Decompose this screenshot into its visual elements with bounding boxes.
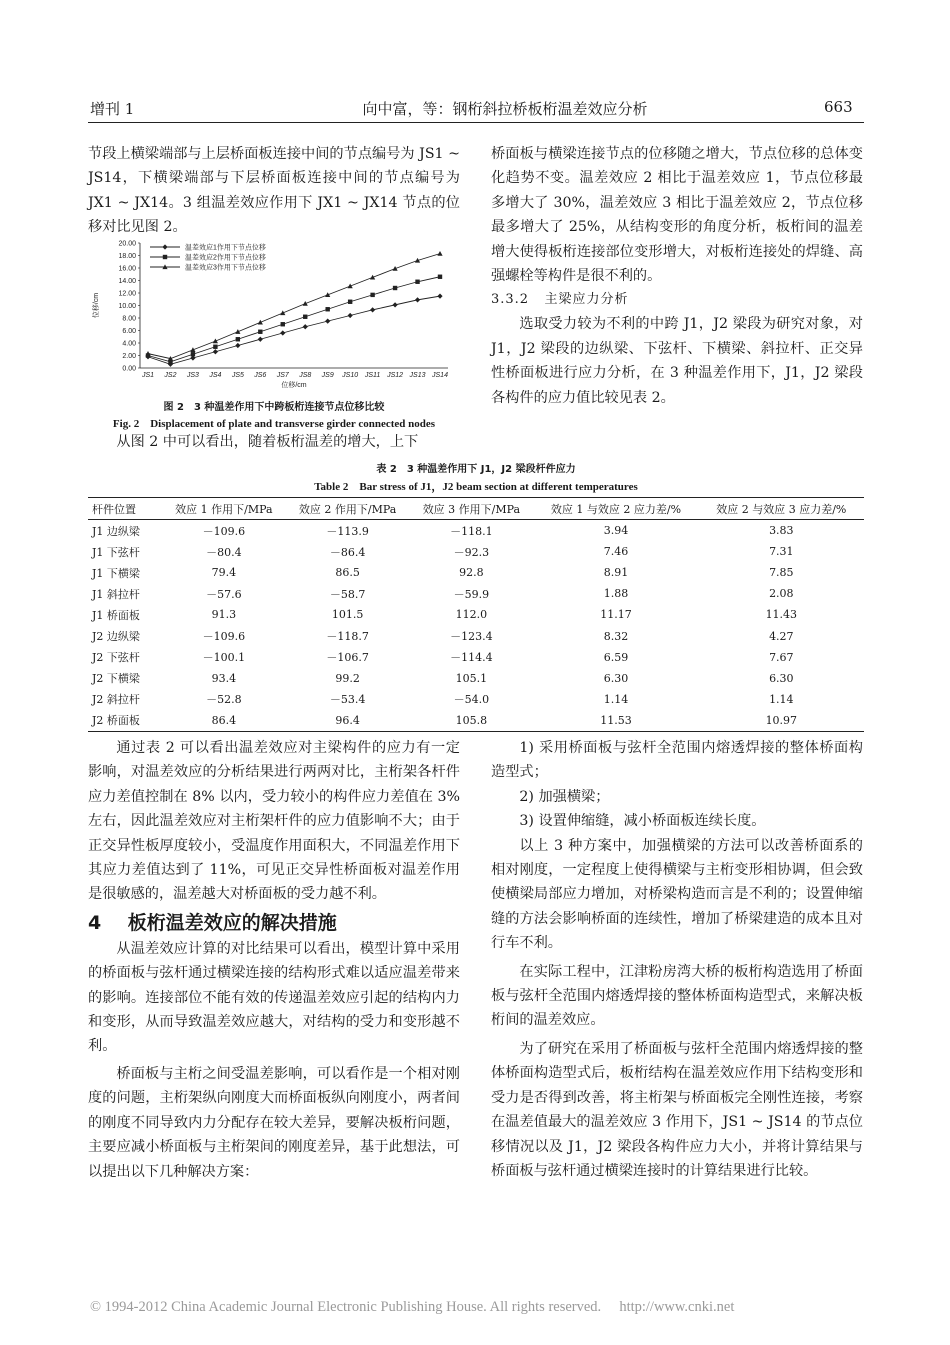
table-cell: J1 下横梁: [92, 566, 140, 580]
table-cell: J2 下横梁: [92, 672, 140, 686]
table-header-cell: 效应 2 作用下/MPa: [286, 498, 410, 520]
table-row: [88, 562, 864, 583]
table-row: [88, 710, 864, 732]
paragraph: 为了研究在采用了桥面板与弦杆全范围内熔透焊接的整体桥面构造型式后，板桁结构在温差效应作用下结构变形和受力是否得到改善，将主桁架与桥面板完全刚性连接，考察在温差值最大的温差效应 3 作用下，JS1 ~ JS14 的节点位移情况以及 J1，J2 梁段各构件应力大小，并将计算结果与桥面板与弦杆通过横梁连接时的计算结果进行比较。: [491, 1040, 863, 1179]
copyright-text: © 1994-2012 China Academic Journal Electronic Publishing House. All rights reserved.: [90, 1299, 602, 1315]
data-point: [213, 345, 217, 349]
data-point: [438, 275, 442, 279]
header-rule: [88, 122, 864, 123]
y-tick-label: 6.00: [122, 328, 136, 335]
x-tick-label: JS10: [342, 372, 359, 379]
figure-caption-cn: 图 2 3 种温差作用下中跨板桁连接节点位移比较: [163, 402, 385, 413]
paragraph: 从图 2 中可以看出，随着板桁温差的增大，上下: [116, 434, 419, 450]
y-tick-label: 4.00: [122, 340, 136, 348]
y-tick-label: 2.00: [122, 353, 136, 360]
table-cell: －58.7: [329, 587, 366, 601]
table-cell: J2 边纵梁: [92, 630, 140, 644]
table-cell: 105.1: [455, 671, 488, 685]
right-top-text: [491, 142, 863, 410]
legend-label: 温差效应1作用下节点位移: [185, 244, 266, 252]
table-cell: －53.4: [329, 693, 366, 707]
data-point: [191, 352, 195, 356]
table-cell: 2.08: [769, 587, 794, 601]
table-cell: －52.8: [206, 693, 242, 707]
table-caption-cn: 表 2 3 种温差作用下 J1，J2 梁段杆件应力: [376, 464, 576, 475]
table-cell: J1 桥面板: [92, 608, 140, 622]
table-header-cell: 效应 3 作用下/MPa: [410, 498, 534, 520]
x-axis-label: 位移/cm: [281, 382, 307, 388]
table-cell: 96.4: [286, 710, 410, 732]
paragraph: 桥面板与主桁之间受温差影响，可以看作是一个相对刚度的问题，主桁架纵向刚度大而桥面板纵向刚度小，两者间的刚度不同导致内力分配存在较大差异，要解决板桁问题，主要应减小桥面板与主桁架间的刚度差异，基于此想法，可以提出以下几种解决方案：: [88, 1065, 460, 1180]
data-point: [392, 302, 397, 307]
data-point: [258, 337, 263, 342]
section-4-heading: [88, 909, 460, 937]
paragraph: 桥面板与横梁连接节点的位移随之增大，节点位移的总体变化趋势不变。温差效应 2 相比于温差效应 1，节点位移最多增大了 30%，温差效应 3 相比于温差效应 2，节点位移最多增大了 25%，从结构变形的角度分析，板桁间的温差增大使得板桁连接部位变形增大，对板桁连接处的焊缝、高强螺栓等构件是很不利的。: [491, 146, 863, 285]
data-point: [281, 322, 285, 326]
y-tick-label: 0.00: [122, 365, 136, 373]
data-point: [280, 330, 285, 335]
data-point: [415, 280, 419, 284]
x-tick-label: JS3: [186, 372, 199, 379]
paragraph: 选取受力较为不利的中跨 J1，J2 梁段为研究对象，对 J1，J2 梁段的边纵梁、下弦杆、下横梁、斜拉杆、正交异性桥面板进行应力分析，在 3 种温差作用下，J1，J2 梁段各构件的应力值比较见表 2。: [491, 316, 863, 406]
table-cell: 1.88: [603, 587, 629, 601]
table-header-cell: 效应 1 作用下/MPa: [162, 498, 286, 520]
paragraph: 从温差效应计算的对比结果可以看出，模型计算中采用的桥面板与弦杆通过横梁连接的结构形式难以适应温差带来的影响。连接部位不能有效的传递温差效应引起的结构内力和变形，从而导致温差效应越大，对结构的受力和变形越不利。: [88, 940, 460, 1055]
table-cell: 101.5: [331, 608, 364, 622]
table-cell: 11.53: [533, 710, 698, 732]
data-point: [370, 293, 374, 297]
table-cell: 7.31: [769, 545, 794, 559]
x-tick-label: JS8: [299, 372, 312, 379]
paragraph: 通过表 2 可以看出温差效应对主梁构件的应力有一定影响，对温差效应的分析结果进行两两对比，主桁架各杆件应力差值控制在 8% 以内，受力较小的构件应力差值在 3% 左右，因此温差效应对主桁架杆件的应力值影响不大；由于正交异性板厚度较小，受温度作用面积大，不同温差作用下其应力差值达到了 11%，可见正交异性桥面板对温差作用是很敏感的，温差越大对桥面板的受力越不利。: [88, 740, 460, 903]
table-cell: 3.83: [769, 524, 794, 538]
table-cell: 91.3: [211, 608, 237, 622]
data-point: [348, 313, 353, 318]
table-row: [88, 604, 864, 625]
y-axis-label: 位移/cm: [93, 292, 100, 319]
table-cell: －123.4: [450, 630, 493, 644]
table-header-cell: 效应 2 与效应 3 应力差/%: [699, 498, 864, 520]
page-number: 663: [824, 98, 853, 116]
x-tick-label: JS1: [141, 372, 155, 379]
figure-caption-en: Fig. 2 Displacement of plate and transverse girder connected nodes: [112, 418, 436, 430]
table-cell: J2 斜拉杆: [92, 693, 140, 707]
table-cell: 99.2: [335, 671, 360, 685]
table-cell: 11.43: [765, 608, 798, 622]
data-point: [437, 251, 442, 256]
table-cell: J1 下弦杆: [92, 545, 140, 559]
table-row: [88, 520, 864, 542]
x-tick-label: JS13: [409, 372, 426, 379]
x-tick-label: JS4: [209, 372, 222, 379]
x-tick-label: JS11: [364, 372, 381, 379]
table-cell: 3.94: [603, 524, 629, 538]
table-cell: －54.0: [453, 693, 490, 707]
list-item: 2) 加强横梁；: [519, 788, 610, 805]
data-point: [303, 315, 307, 319]
x-tick-label: JS9: [321, 372, 334, 379]
table-cell: 86.4: [162, 710, 286, 732]
table-cell: 4.27: [769, 629, 794, 643]
x-tick-label: JS12: [387, 372, 404, 379]
left-top-text: [88, 142, 460, 240]
footer: [90, 1299, 734, 1316]
section-number: 4: [88, 911, 102, 934]
paragraph: 以上 3 种方案中，加强横梁的方法可以改善桥面系的相对刚度，一定程度上使得横梁与主桁变形相协调，但会致使横梁局部应力增加，对桥梁构造而言是不利的；设置伸缩缝的方法会影响桥面的连续性，增加了桥梁建造的成本且对行车不利。: [491, 837, 863, 952]
figure-2-chart: [88, 238, 460, 388]
left-after-figure: [88, 430, 460, 454]
table-cell: －113.9: [326, 524, 369, 538]
table-row: [88, 625, 864, 646]
table-header-cell: 效应 1 与效应 2 应力差/%: [533, 498, 698, 520]
data-point: [325, 307, 329, 311]
table-cell: －109.6: [202, 630, 246, 644]
table-cell: －118.1: [450, 524, 493, 538]
table-cell: －100.1: [202, 651, 246, 665]
table-cell: 6.30: [769, 671, 794, 685]
table-cell: 92.8: [459, 566, 484, 580]
list-item: 3) 设置伸缩缝，减小桥面板连续长度。: [519, 813, 766, 830]
table-cell: 6.59: [603, 650, 629, 664]
table-cell: －118.7: [326, 630, 369, 644]
y-tick-label: 18.00: [118, 253, 136, 260]
legend-label: 温差效应3作用下节点位移: [185, 264, 266, 272]
table-2: [88, 497, 864, 732]
y-tick-label: 14.00: [118, 278, 136, 285]
y-tick-label: 12.00: [118, 290, 136, 298]
table-cell: －86.4: [329, 545, 366, 559]
table-cell: 11.17: [600, 608, 632, 622]
running-title: 向中富，等：钢桁斜拉桥板桁温差效应分析: [362, 100, 648, 118]
table-cell: 7.85: [769, 566, 794, 580]
table-cell: J2 下弦杆: [92, 651, 140, 665]
data-point: [370, 307, 375, 312]
y-tick-label: 20.00: [118, 240, 136, 248]
subsection-title: 主梁应力分析: [544, 292, 629, 308]
table-cell: －109.6: [202, 524, 246, 538]
x-tick-label: JS14: [432, 372, 448, 379]
table-cell: 7.67: [769, 650, 794, 664]
table-cell: －80.4: [206, 545, 242, 559]
paragraph: 在实际工程中，江津粉房湾大桥的板桁构造选用了桥面板与弦杆全范围内熔透焊接的整体桥面构造型式，来解决板桁间的温差效应。: [491, 963, 863, 1029]
subsection-3-3-2: [491, 288, 863, 312]
table-cell: 112.0: [455, 608, 488, 622]
table-cell: J1 斜拉杆: [92, 587, 140, 601]
data-point: [415, 297, 420, 302]
subsection-number: 3.3.2: [491, 292, 530, 308]
data-point: [235, 329, 240, 334]
table-cell: －114.4: [450, 651, 493, 665]
table-cell: 6.30: [603, 671, 629, 685]
table-cell: －59.9: [453, 587, 490, 601]
table-cell: －106.7: [326, 651, 369, 665]
data-point: [348, 300, 352, 304]
table-header-row: [88, 498, 864, 520]
table-cell: J2 桥面板: [88, 710, 162, 732]
y-tick-label: 10.00: [118, 303, 136, 310]
table-cell: 79.4: [211, 566, 237, 580]
table-cell: 1.14: [603, 692, 629, 706]
table-cell: 105.8: [410, 710, 534, 732]
x-tick-label: JS7: [276, 372, 289, 379]
table-cell: 93.4: [211, 671, 237, 685]
x-tick-label: JS6: [254, 372, 267, 379]
table-cell: －92.3: [453, 545, 490, 559]
data-point: [437, 294, 442, 299]
data-point: [163, 255, 167, 259]
table-cell: 10.97: [699, 710, 864, 732]
table-row: [88, 689, 864, 710]
data-point: [258, 330, 262, 334]
journal-issue: 增刊 1: [90, 100, 135, 118]
footer-url[interactable]: http://www.cnki.net: [619, 1299, 735, 1315]
table-header-cell: 杆件位置: [88, 498, 162, 520]
data-point: [325, 319, 330, 324]
table-row: [88, 583, 864, 604]
y-tick-label: 8.00: [122, 315, 136, 323]
right-bottom-text: [491, 736, 863, 1183]
y-tick-label: 16.00: [118, 265, 136, 273]
table-row: [88, 647, 864, 668]
data-point: [235, 343, 240, 348]
table-cell: 86.5: [335, 566, 360, 580]
table-cell: J1 边纵梁: [92, 524, 140, 538]
table-row: [88, 668, 864, 689]
data-point: [303, 324, 308, 329]
data-point: [236, 337, 240, 341]
left-bottom-text: [88, 736, 460, 1184]
legend-label: 温差效应2作用下节点位移: [185, 254, 266, 262]
table-cell: 7.46: [603, 545, 629, 559]
x-tick-label: JS5: [231, 372, 244, 379]
data-point: [162, 244, 167, 249]
table-caption-en: Table 2 Bar stress of J1，J2 beam section at different temperatures: [314, 481, 638, 493]
table-cell: －57.6: [206, 587, 242, 601]
x-tick-label: JS2: [164, 372, 177, 379]
data-point: [280, 310, 285, 315]
table-cell: 8.32: [603, 629, 629, 643]
paragraph: 节段上横梁端部与上层桥面板连接中间的节点编号为 JS1 ~ JS14，下横梁端部与下层桥面板连接中间的节点编号为 JX1 ~ JX14。3 组温差效应作用下 JX1 ~ JX14 节点的位移对比见图 2。: [88, 146, 460, 236]
list-item: 1) 采用桥面板与弦杆全范围内熔透焊接的整体桥面构造型式；: [491, 740, 863, 781]
section-title: 板桁温差效应的解决措施: [127, 911, 337, 934]
data-point: [393, 286, 397, 290]
data-point: [213, 339, 218, 344]
table-cell: 8.91: [603, 566, 629, 580]
data-point: [258, 320, 263, 325]
table-cell: 1.14: [769, 692, 794, 706]
data-point: [213, 349, 218, 354]
table-row: [88, 541, 864, 562]
